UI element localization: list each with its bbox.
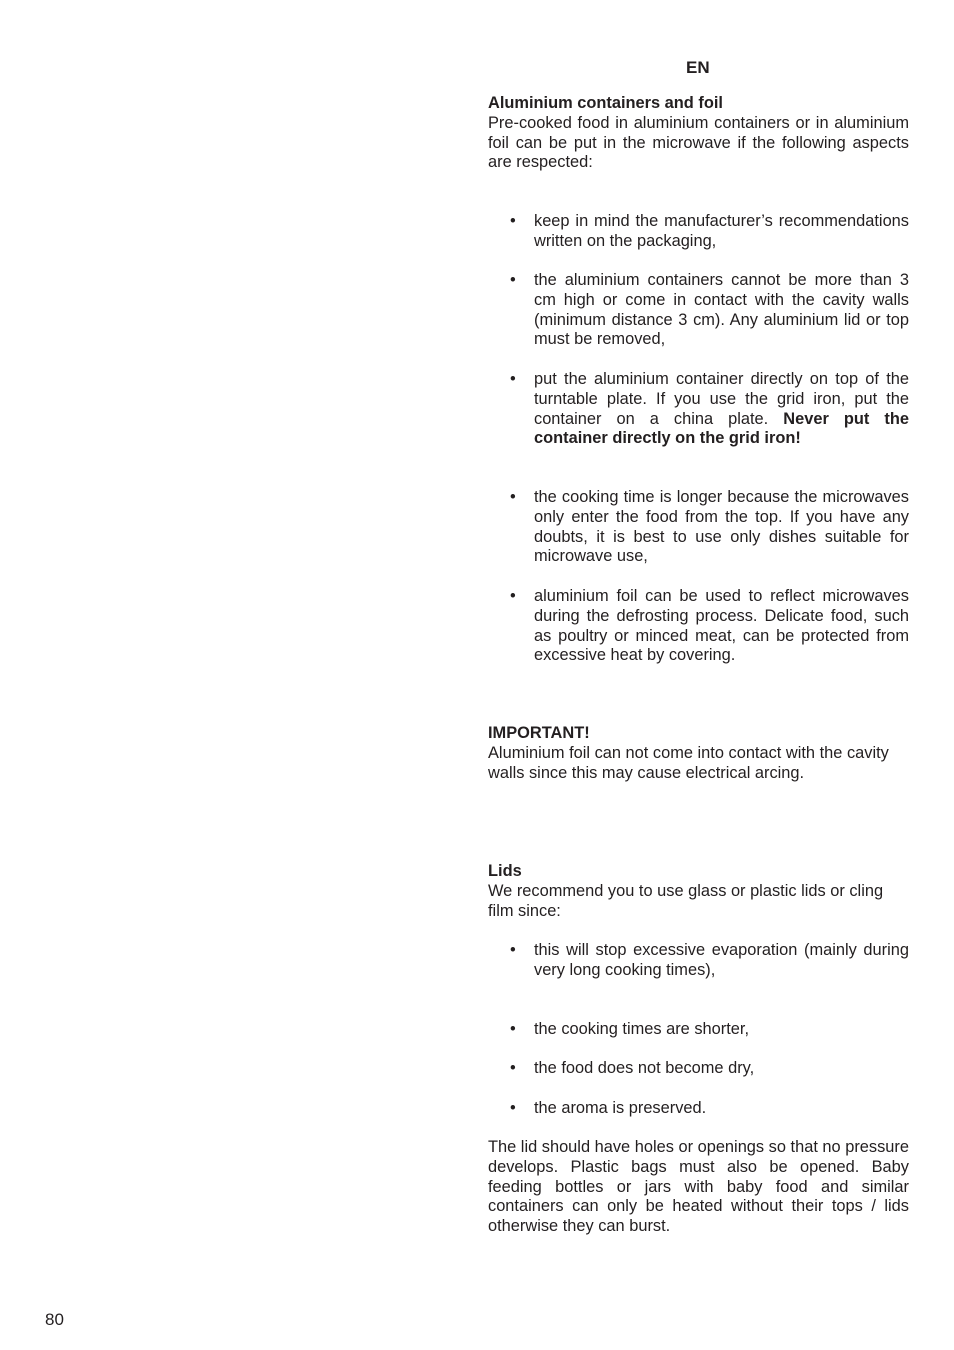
lids-section	[488, 862, 909, 921]
list-item-text: this will stop excessive evaporation (mainly during very long cooking times),	[534, 941, 909, 979]
list-item-text: keep in mind the manufacturer’s recommendations written on the packaging,	[534, 212, 909, 250]
list-item	[488, 1099, 909, 1119]
lids-bullet-list	[488, 1099, 909, 1119]
list-item	[488, 370, 909, 449]
lids-bullet-list	[488, 1020, 909, 1040]
list-item	[488, 1020, 909, 1040]
aluminium-bullet-list	[488, 488, 909, 567]
list-item	[488, 587, 909, 666]
list-item	[488, 271, 909, 350]
aluminium-bullet-list	[488, 212, 909, 252]
language-code: EN	[686, 58, 710, 77]
lids-title: Lids	[488, 862, 522, 880]
closing-text: The lid should have holes or openings so that no pressure develops. Plastic bags must also be opened. Baby feeding bottles or jars with baby food and similar containers can only be heated without their tops / lids otherwise they can burst.	[488, 1138, 909, 1236]
list-item-text: the aroma is preserved.	[534, 1099, 707, 1117]
bullet-glyph: •	[510, 370, 516, 388]
list-item	[488, 488, 909, 567]
aluminium-bullet-list	[488, 370, 909, 449]
lids-bullet-list	[488, 1059, 909, 1079]
bullet-glyph: •	[510, 1099, 516, 1117]
list-item	[488, 212, 909, 252]
list-item	[488, 941, 909, 981]
list-item-text: the food does not become dry,	[534, 1059, 755, 1077]
important-text: Aluminium foil can not come into contact with the cavity walls since this may cause electrical arcing.	[488, 743, 889, 782]
aluminium-bullet-list	[488, 587, 909, 666]
bullet-glyph: •	[510, 1020, 516, 1038]
important-section	[488, 724, 909, 783]
section-intro: Pre-cooked food in aluminium containers or in aluminium foil can be put in the microwave if the following aspects are respected:	[488, 113, 909, 172]
bullet-glyph: •	[510, 488, 516, 506]
list-item-text: the cooking times are shorter,	[534, 1020, 750, 1038]
lids-bullet-list	[488, 941, 909, 981]
list-item-text: aluminium foil can be used to reflect microwaves during the defrosting process. Delicate food, such as poultry or minced meat, can be protected from excessive heat by covering.	[534, 587, 909, 665]
list-item-text: the aluminium containers cannot be more than 3 cm high or come in contact with the cavity walls (minimum distance 3 cm). Any aluminium lid or top must be removed,	[534, 271, 909, 349]
section-title: Aluminium containers and foil	[488, 94, 723, 112]
list-item-text: put the aluminium container directly on top of the turntable plate. If you use the grid iron, put the container on a china plate.	[534, 370, 909, 428]
lids-closing	[488, 1138, 909, 1237]
bullet-glyph: •	[510, 1059, 516, 1077]
bullet-glyph: •	[510, 271, 516, 289]
page-number: 80	[45, 1310, 64, 1329]
lids-intro: We recommend you to use glass or plastic lids or cling film since:	[488, 881, 884, 920]
bullet-glyph: •	[510, 587, 516, 605]
warning-text: Never put the container directly on the grid iron!	[534, 409, 909, 448]
bullet-glyph: •	[510, 212, 516, 230]
list-item	[488, 1059, 909, 1079]
aluminium-bullet-list	[488, 271, 909, 350]
important-title: IMPORTANT!	[488, 724, 590, 742]
bullet-glyph: •	[510, 941, 516, 959]
section-aluminium	[488, 94, 909, 173]
list-item-text: the cooking time is longer because the microwaves only enter the food from the top. If you have any doubts, it is best to use only dishes suitable for microwave use,	[534, 488, 909, 566]
